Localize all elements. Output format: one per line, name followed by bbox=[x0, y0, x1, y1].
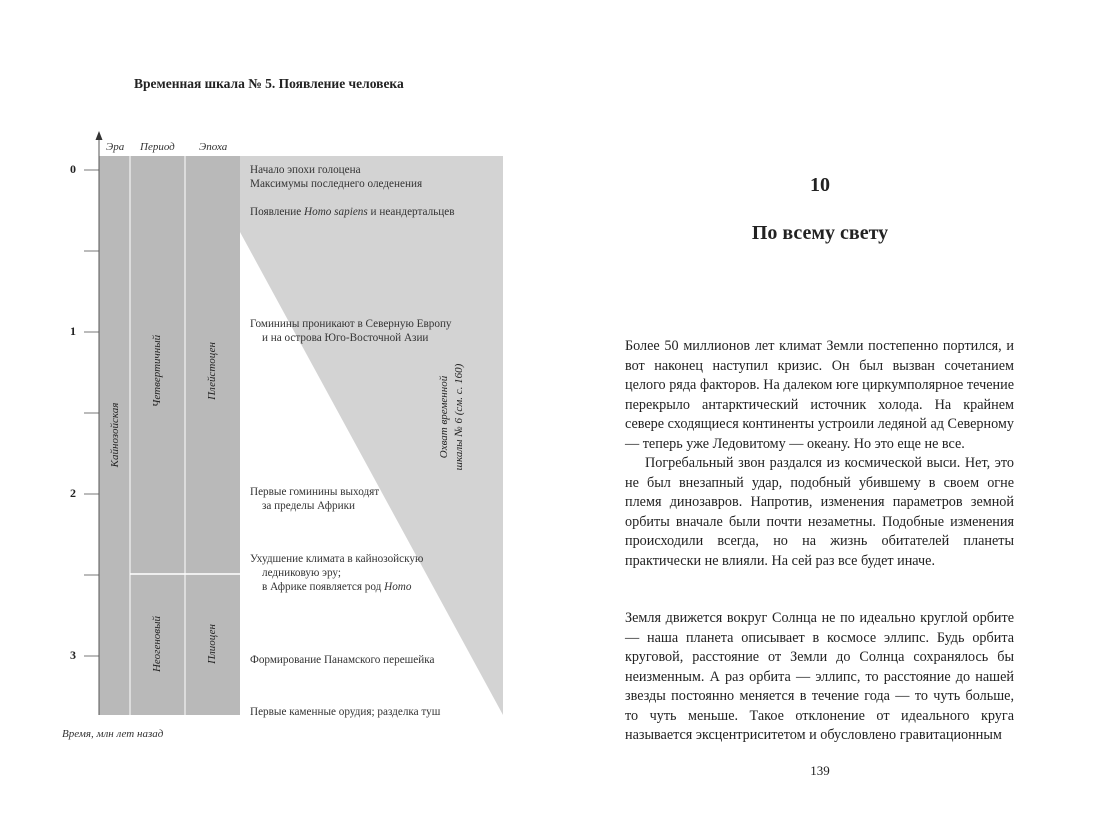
tick-label-1: 1 bbox=[70, 324, 76, 338]
period-label-neogene: Неогеновый bbox=[151, 615, 163, 673]
event-stone-tools: Первые каменные орудия; разделка туш bbox=[250, 706, 441, 718]
event-hominins-north: Гоминины проникают в Северную Европу и на острова Юго-Восточной Азии bbox=[250, 318, 452, 344]
page-number: 139 bbox=[810, 763, 830, 778]
tick-label-0: 0 bbox=[70, 162, 76, 176]
chapter-title: По всему свету bbox=[751, 222, 889, 244]
column-header-period: Период bbox=[140, 141, 175, 153]
event-holocene: Начало эпохи голоцена Максимумы последнего оледенения bbox=[250, 164, 423, 190]
coverage-label-line-1: Охват временной bbox=[438, 375, 450, 459]
axis-arrow bbox=[96, 131, 103, 140]
chapter-body-part-2 bbox=[625, 609, 1014, 746]
chapter-body-part-1 bbox=[625, 337, 1014, 571]
coverage-label-line-2: шкалы № 6 (см. с. 160) bbox=[453, 363, 465, 471]
paragraph-2: Погребальный звон раздался из космической выси. Нет, это не был внезапный удар, подобный убившему в своем огне племя динозавров. Напротив, изменения параметров земной орбиты вначале были почти незаметны. Подобные изменения происходили всегда, но на жизнь обитателей планеты практически не влияли. На сей раз все будет иначе. bbox=[625, 455, 1014, 569]
figure-title: Временная шкала № 5. Появление человека bbox=[134, 76, 404, 91]
period-label-quaternary: Четвертичный bbox=[151, 334, 163, 408]
era-label: Кайнозойская bbox=[109, 402, 121, 468]
tick-label-2: 2 bbox=[70, 486, 76, 500]
event-homo-sapiens: Появление Homo sapiens и неандертальцев bbox=[250, 206, 455, 218]
chapter-number: 10 bbox=[810, 174, 830, 196]
event-out-of-africa: Первые гоминины выходят за пределы Африки bbox=[250, 486, 380, 512]
axis-caption: Время, млн лет назад bbox=[62, 728, 164, 740]
paragraph-3: Земля движется вокруг Солнца не по идеально круглой орбите — наша планета описывает в космосе эллипс. Будь орбита круговой, расстояние от Земли до Солнца сохранялось бы неизменным. А раз орбита — эллипс, то расстояние до нашей звезды постоянно меняется в течение года — то чуть больше, то чуть меньше. Такое отклонение от идеального круга называется эксцентриситетом и обусловлено гравитационным bbox=[625, 610, 1014, 743]
timeline-graphic bbox=[0, 0, 560, 760]
column-header-era: Эра bbox=[106, 141, 125, 153]
tick-label-3: 3 bbox=[70, 648, 76, 662]
epoch-label-pliocene: Плиоцен bbox=[206, 624, 218, 664]
paragraph-1: Более 50 миллионов лет климат Земли постепенно портился, и вот наконец наступил кризис. Он был вызван сочетанием целого ряда факторов. На далеком юге циркумполярное течение перекрыло антарктический источник холода. На крайнем севере сходящиеся континенты устроили ледяной ад Северному — теперь уже Ледовитому — океану. Но это еще не все. bbox=[625, 338, 1014, 452]
event-panama: Формирование Панамского перешейка bbox=[250, 654, 435, 666]
epoch-label-pleistocene: Плейстоцен bbox=[206, 342, 218, 400]
coverage-label bbox=[437, 364, 467, 471]
event-climate-homo: Ухудшение климата в кайнозойскую ледниковую эру; в Африке появляется род Homo bbox=[250, 553, 424, 593]
column-header-epoch: Эпоха bbox=[199, 141, 228, 153]
